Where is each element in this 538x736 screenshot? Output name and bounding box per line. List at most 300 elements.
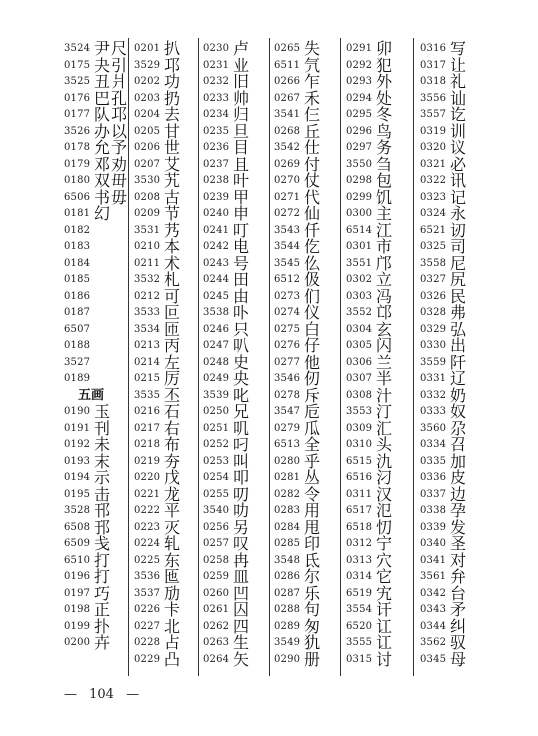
entry-character: 邛 — [164, 55, 182, 75]
entry-character: 皮 — [450, 468, 468, 487]
entry-code: 6506 — [64, 191, 91, 203]
entry-code: 0237 — [203, 158, 230, 170]
entry-code: 0246 — [203, 323, 230, 335]
entry-character: 伋 — [304, 270, 322, 289]
entry-character: 石 — [164, 402, 182, 421]
index-column — [420, 38, 484, 678]
entry-code: 6519 — [346, 587, 373, 599]
entry-character: 邝 — [376, 253, 394, 273]
entry-code: 0250 — [203, 406, 230, 417]
entry-character: 叫 — [233, 451, 251, 471]
entry-code: 0206 — [134, 142, 161, 153]
entry-character: 扑 — [94, 616, 112, 636]
entry-code: 3531 — [134, 224, 161, 236]
entry-character: 队邛 — [94, 105, 129, 124]
entry-code: 0343 — [420, 604, 447, 615]
entry-code: 0215 — [134, 373, 161, 384]
entry-character: 仗 — [304, 171, 322, 190]
entry-code: 0262 — [203, 620, 230, 632]
entry-character: 邗 — [94, 501, 112, 520]
entry-character: 本 — [164, 237, 182, 256]
entry-character: 叭 — [233, 336, 251, 355]
entry-character: 主 — [376, 204, 394, 223]
entry-character: 们 — [304, 286, 322, 306]
entry-code: 0236 — [203, 142, 230, 153]
entry-character: 丙 — [164, 336, 182, 355]
entry-character: 打 — [94, 567, 112, 586]
entry-code: 0269 — [274, 158, 301, 170]
entry-code: 0211 — [134, 257, 161, 269]
entry-character: 打 — [94, 550, 112, 570]
entry-code: 3556 — [420, 92, 447, 104]
entry-character: 卢 — [233, 39, 251, 58]
entry-code: 0238 — [203, 175, 230, 186]
entry-character: 匜 — [164, 567, 182, 586]
entry-code: 0179 — [64, 158, 91, 170]
entry-character: 丘 — [304, 121, 322, 141]
entry-code: 0207 — [134, 158, 161, 170]
entry-code: 0190 — [64, 406, 91, 417]
entry-character: 艽 — [164, 171, 182, 190]
entry-character: 帅 — [233, 88, 251, 108]
entry-character: 鸟 — [376, 121, 394, 141]
entry-code: 0258 — [203, 554, 230, 566]
entry-character: 戋 — [94, 534, 112, 553]
entry-code: 0193 — [64, 455, 91, 467]
entry-code: 0186 — [64, 290, 91, 302]
entry-character: 立 — [376, 270, 394, 289]
entry-character: 占 — [164, 633, 182, 652]
entry-character: 艿 — [164, 220, 182, 240]
entry-character: 犯 — [376, 55, 394, 75]
entry-code: 6515 — [346, 455, 373, 467]
entry-character: 匆 — [304, 616, 322, 636]
entry-code: 0284 — [274, 521, 301, 533]
entry-code: 0175 — [64, 59, 91, 71]
entry-code: 0342 — [420, 587, 447, 599]
entry-character: 礼 — [450, 72, 468, 91]
entry-character: 宁 — [376, 534, 394, 553]
entry-character: 皿 — [233, 567, 251, 586]
entry-character: 轧 — [164, 534, 182, 553]
entry-character: 尕 — [450, 418, 468, 438]
entry-character: 书毋 — [94, 187, 129, 207]
entry-code: 0335 — [420, 455, 447, 467]
entry-code: 3558 — [420, 257, 447, 269]
entry-code: 0298 — [346, 175, 373, 186]
entry-character: 刍 — [376, 154, 394, 174]
entry-character: 印 — [304, 534, 322, 553]
entry-character: 电 — [233, 237, 251, 256]
entry-character: 讱 — [450, 220, 468, 240]
entry-code: 0231 — [203, 59, 230, 71]
entry-code: 3551 — [346, 257, 373, 269]
entry-code: 3554 — [346, 604, 373, 615]
entry-code: 0294 — [346, 92, 373, 104]
entry-character: 劢 — [164, 583, 182, 603]
entry-character: 边 — [450, 484, 468, 504]
entry-code: 0189 — [64, 373, 91, 384]
entry-code: 0204 — [134, 109, 161, 120]
entry-code: 0272 — [274, 208, 301, 219]
column-divider — [340, 38, 341, 676]
entry-code: 0288 — [274, 604, 301, 615]
entry-character: 讦 — [376, 600, 394, 619]
entry-code: 0227 — [134, 620, 161, 632]
entry-character: 叨 — [233, 484, 251, 504]
entry-character: 汉 — [376, 484, 394, 504]
entry-character: 乍 — [304, 72, 322, 91]
entry-code: 0230 — [203, 43, 230, 54]
entry-code: 0290 — [274, 653, 301, 665]
entry-character: 讨 — [376, 649, 394, 669]
entry-character: 江 — [376, 220, 394, 240]
entry-character: 叹 — [233, 534, 251, 553]
entry-code: 0185 — [64, 274, 91, 285]
entry-code: 0225 — [134, 554, 161, 566]
entry-code: 0275 — [274, 323, 301, 335]
entry-code: 0339 — [420, 521, 447, 533]
footer-dash-right: — — [126, 687, 140, 702]
entry-code: 0326 — [420, 290, 447, 302]
entry-code: 6513 — [274, 439, 301, 450]
page-number: 104 — [89, 687, 114, 702]
entry-character: 纠 — [450, 616, 468, 636]
entry-code: 3553 — [346, 406, 373, 417]
entry-character: 叱 — [233, 385, 251, 405]
entry-code: 0253 — [203, 455, 230, 467]
entry-character: 瓜 — [304, 418, 322, 438]
entry-code: 0223 — [134, 521, 161, 533]
entry-character: 叻 — [233, 501, 251, 520]
entry-character: 失 — [304, 39, 322, 58]
entry-character: 尻 — [450, 270, 468, 289]
entry-character: 讯 — [450, 171, 468, 190]
entry-code: 0194 — [64, 472, 91, 483]
entry-code: 0203 — [134, 92, 161, 104]
entry-code: 0329 — [420, 323, 447, 335]
entry-code: 0323 — [420, 191, 447, 203]
entry-code: 0247 — [203, 340, 230, 351]
entry-character: 讧 — [376, 616, 394, 636]
entry-code: 0187 — [64, 307, 91, 318]
entry-character: 头 — [376, 435, 394, 454]
entry-character: 目 — [233, 138, 251, 157]
entry-code: 0216 — [134, 406, 161, 417]
entry-code: 0340 — [420, 538, 447, 549]
entry-code: 0292 — [346, 59, 373, 71]
entry-code: 0263 — [203, 637, 230, 648]
entry-character: 邓劝 — [94, 154, 129, 174]
entry-character: 申 — [233, 204, 251, 223]
entry-character: 阡 — [450, 352, 468, 372]
entry-code: 6511 — [274, 59, 301, 71]
entry-code: 3542 — [274, 142, 301, 153]
entry-code: 0242 — [203, 241, 230, 252]
entry-character: 矛 — [450, 600, 468, 619]
entry-code: 6509 — [64, 538, 91, 549]
entry-code: 0332 — [420, 389, 447, 401]
entry-code: 0283 — [274, 505, 301, 516]
entry-code: 0260 — [203, 587, 230, 599]
entry-code: 0280 — [274, 455, 301, 467]
entry-character: 弗 — [450, 303, 468, 322]
entry-character: 汁 — [376, 385, 394, 405]
entry-character: 孕 — [450, 501, 468, 520]
entry-character: 矢 — [233, 649, 251, 669]
entry-character: 另 — [233, 517, 251, 537]
entry-character: 夬引 — [94, 55, 129, 75]
entry-character: 末 — [94, 451, 112, 471]
index-column — [203, 38, 267, 678]
entry-character: 可 — [164, 286, 182, 306]
page-footer — [64, 687, 139, 702]
entry-character: 功 — [164, 72, 182, 91]
entry-character: 归 — [233, 105, 251, 124]
entry-code: 6518 — [346, 521, 373, 533]
entry-character: 只 — [233, 319, 251, 339]
entry-character: 仟 — [304, 220, 322, 240]
entry-code: 0289 — [274, 620, 301, 632]
entry-code: 6521 — [420, 224, 447, 236]
entry-code: 0307 — [346, 373, 373, 384]
entry-character: 丕 — [164, 385, 182, 405]
entry-code: 0286 — [274, 571, 301, 582]
entry-character: 穴 — [376, 550, 394, 570]
entry-code: 0196 — [64, 571, 91, 582]
entry-character: 术 — [164, 253, 182, 273]
entry-code: 0322 — [420, 175, 447, 186]
entry-character: 冉 — [233, 550, 251, 570]
entry-character: 乐 — [304, 583, 322, 603]
entry-code: 3530 — [134, 175, 161, 186]
entry-code: 0336 — [420, 472, 447, 483]
column-divider — [198, 38, 199, 676]
entry-code: 0296 — [346, 125, 373, 137]
entry-code: 0267 — [274, 92, 301, 104]
entry-character: 右 — [164, 418, 182, 438]
entry-code: 6520 — [346, 620, 373, 632]
entry-code: 0330 — [420, 340, 447, 351]
entry-code: 3527 — [64, 356, 91, 368]
entry-code: 0344 — [420, 620, 447, 632]
entry-character: 禾 — [304, 88, 322, 108]
entry-code: 0338 — [420, 505, 447, 516]
entry-code: 0320 — [420, 142, 447, 153]
entry-character: 札 — [164, 270, 182, 289]
entry-code: 3543 — [274, 224, 301, 236]
entry-code: 0324 — [420, 208, 447, 219]
entry-code: 0316 — [420, 43, 447, 54]
entry-code: 6514 — [346, 224, 373, 236]
entry-character: 未 — [94, 435, 112, 454]
entry-character: 乎 — [304, 451, 322, 471]
entry-code: 0337 — [420, 488, 447, 500]
entry-character: 辽 — [450, 369, 468, 388]
entry-code: 0226 — [134, 604, 161, 615]
entry-character: 丛 — [304, 468, 322, 487]
entry-code: 0182 — [64, 224, 91, 236]
entry-code: 0308 — [346, 389, 373, 401]
entry-code: 0229 — [134, 653, 161, 665]
entry-code: 0228 — [134, 637, 161, 648]
entry-code: 3562 — [420, 637, 447, 648]
entry-character: 示 — [94, 468, 112, 487]
entry-character: 戊 — [164, 468, 182, 487]
entry-character: 司 — [450, 237, 468, 256]
entry-character: 仡 — [304, 237, 322, 256]
entry-code: 0271 — [274, 191, 301, 203]
entry-code: 0209 — [134, 208, 161, 219]
entry-character: 记 — [450, 187, 468, 207]
entry-character: 冯 — [376, 286, 394, 306]
entry-character: 艾 — [164, 154, 182, 174]
entry-code: 0197 — [64, 587, 91, 599]
entry-code: 3533 — [134, 307, 161, 318]
entry-character: 击 — [94, 484, 112, 504]
entry-character: 对 — [450, 550, 468, 570]
entry-character: 议 — [450, 138, 468, 157]
entry-code: 6516 — [346, 472, 373, 483]
entry-code: 0221 — [134, 488, 161, 500]
entry-character: 卯 — [376, 39, 394, 58]
entry-code: 0255 — [203, 488, 230, 500]
entry-character: 古 — [164, 187, 182, 207]
entry-character: 册 — [304, 649, 322, 669]
entry-code: 0181 — [64, 208, 91, 219]
entry-character: 生 — [233, 633, 251, 652]
entry-code: 0256 — [203, 521, 230, 533]
entry-character: 白 — [304, 319, 322, 339]
entry-code: 0213 — [134, 340, 161, 351]
entry-character: 训 — [450, 121, 468, 141]
entry-character: 双毌 — [94, 171, 129, 190]
entry-code: 0313 — [346, 554, 373, 566]
entry-code: 3559 — [420, 356, 447, 368]
entry-code: 0248 — [203, 356, 230, 368]
entry-code: 0309 — [346, 422, 373, 434]
entry-character: 邙 — [376, 303, 394, 322]
entry-character: 全 — [304, 435, 322, 454]
entry-code: 0312 — [346, 538, 373, 549]
entry-code: 0235 — [203, 125, 230, 137]
entry-code: 0297 — [346, 142, 373, 153]
entry-character: 半 — [376, 369, 394, 388]
entry-code: 0257 — [203, 538, 230, 549]
entry-code: 0345 — [420, 653, 447, 665]
entry-character: 市 — [376, 237, 394, 256]
entry-character: 氾 — [376, 501, 394, 520]
entry-character: 代 — [304, 187, 322, 207]
entry-character: 它 — [376, 567, 394, 586]
entry-code: 0285 — [274, 538, 301, 549]
entry-code: 0195 — [64, 488, 91, 500]
entry-code: 0325 — [420, 241, 447, 252]
entry-code: 0315 — [346, 653, 373, 665]
entry-character: 尔 — [304, 567, 322, 586]
entry-code: 6510 — [64, 554, 91, 566]
entry-character: 斥 — [304, 385, 322, 405]
entry-code: 0293 — [346, 76, 373, 87]
entry-character: 卉 — [94, 633, 112, 652]
entry-character: 东 — [164, 550, 182, 570]
entry-character: 付 — [304, 154, 322, 174]
entry-code: 0314 — [346, 571, 373, 582]
entry-character: 仔 — [304, 336, 322, 355]
entry-character: 左 — [164, 352, 182, 372]
entry-code: 3545 — [274, 257, 301, 269]
entry-character: 邘 — [94, 517, 112, 537]
entry-code: 3540 — [203, 505, 230, 516]
entry-character: 世 — [164, 138, 182, 157]
entry-code: 0188 — [64, 340, 91, 351]
entry-code: 0301 — [346, 241, 373, 252]
entry-code: 3534 — [134, 323, 161, 335]
index-column — [64, 38, 128, 678]
entry-code: 0311 — [346, 488, 373, 500]
entry-code: 0276 — [274, 340, 301, 351]
entry-code: 0306 — [346, 356, 373, 368]
entry-character: 闪 — [376, 336, 394, 355]
index-column — [274, 38, 338, 678]
entry-code: 0199 — [64, 620, 91, 632]
entry-code: 3539 — [203, 389, 230, 401]
entry-character: 旦 — [233, 121, 251, 141]
entry-code: 0217 — [134, 422, 161, 434]
entry-code: 0180 — [64, 175, 91, 186]
entry-code: 0219 — [134, 455, 161, 467]
entry-code: 3550 — [346, 158, 373, 170]
entry-code: 0249 — [203, 373, 230, 384]
entry-code: 0210 — [134, 241, 161, 252]
entry-character: 兰 — [376, 352, 394, 372]
entry-character: 叩 — [233, 468, 251, 487]
entry-character: 卡 — [164, 600, 182, 619]
entry-code: 3541 — [274, 109, 301, 120]
entry-code: 0303 — [346, 290, 373, 302]
entry-character: 卮 — [304, 402, 322, 421]
entry-character: 忉 — [376, 517, 394, 537]
entry-character: 发 — [450, 517, 468, 537]
entry-code: 6507 — [64, 323, 91, 335]
entry-code: 0334 — [420, 439, 447, 450]
entry-character: 央 — [233, 369, 251, 388]
entry-code: 0265 — [274, 43, 301, 54]
entry-code: 0218 — [134, 439, 161, 450]
entry-character: 由 — [233, 286, 251, 306]
entry-code: 0251 — [203, 422, 230, 434]
entry-character: 四 — [233, 616, 251, 636]
entry-code: 0327 — [420, 274, 447, 285]
entry-character: 氐 — [304, 550, 322, 570]
entry-character: 民 — [450, 286, 468, 306]
entry-character: 厉 — [164, 369, 182, 388]
entry-code: 0252 — [203, 439, 230, 450]
entry-code: 3529 — [134, 59, 161, 71]
entry-code: 3560 — [420, 422, 447, 434]
entry-code: 0274 — [274, 307, 301, 318]
entry-character: 叶 — [233, 171, 251, 190]
entry-code: 0192 — [64, 439, 91, 450]
entry-character: 仞 — [304, 369, 322, 388]
entry-character: 灭 — [164, 517, 182, 537]
entry-character: 巧 — [94, 583, 112, 603]
entry-character: 召 — [450, 435, 468, 454]
entry-code: 0305 — [346, 340, 373, 351]
entry-character: 令 — [304, 484, 322, 504]
entry-code: 6512 — [274, 274, 301, 285]
entry-character: 必 — [450, 154, 468, 174]
